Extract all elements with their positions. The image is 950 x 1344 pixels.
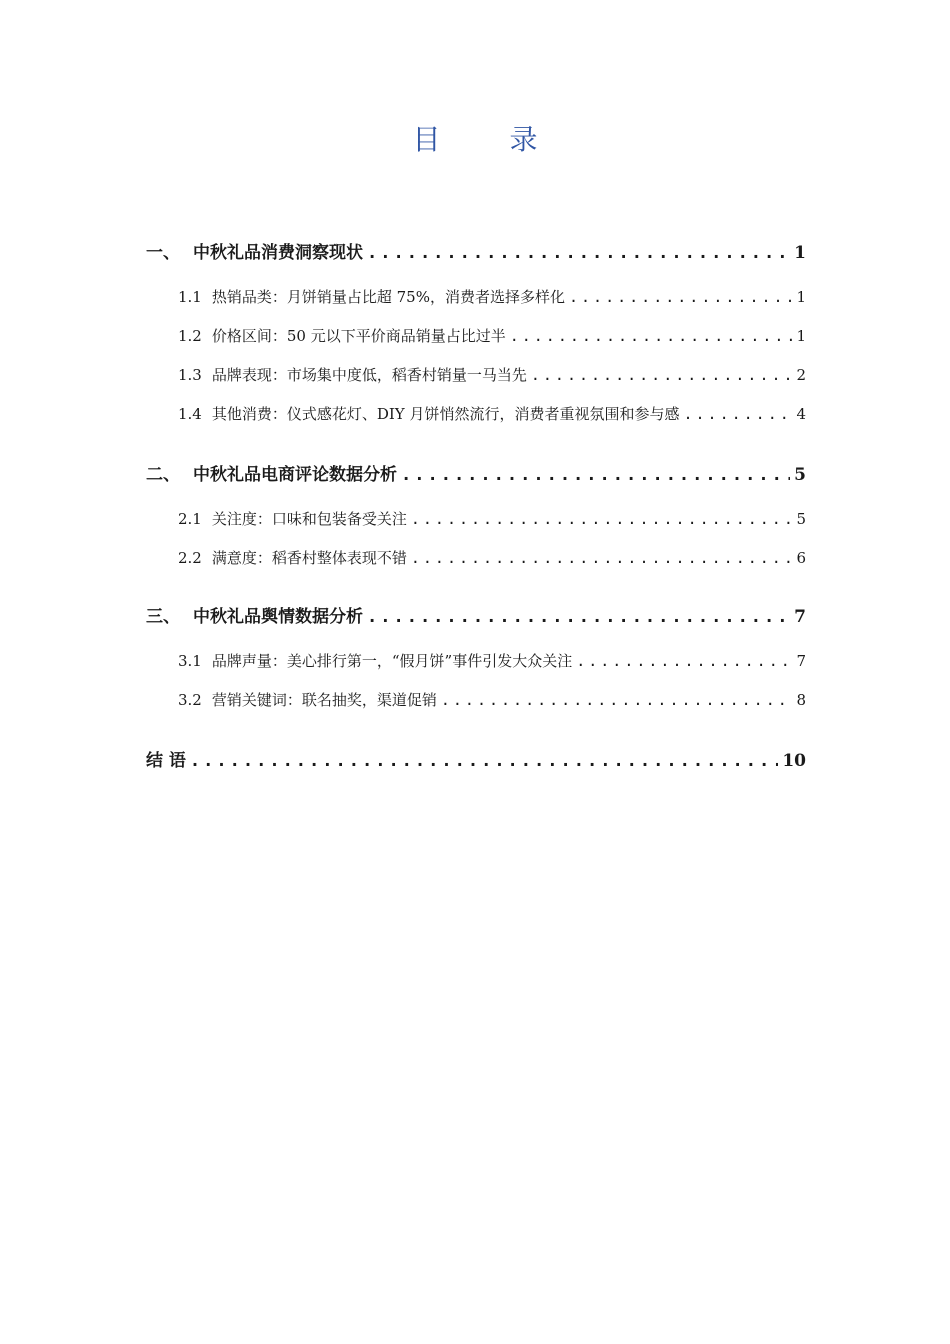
toc-leader-dots <box>531 366 793 384</box>
toc-entry-text: 品牌表现：市场集中度低，稻香村销量一马当先 <box>211 366 527 384</box>
toc-entry-3-2[interactable] <box>146 689 806 710</box>
toc-entry-chapter-3[interactable] <box>146 602 806 627</box>
toc-leader-dots <box>684 405 793 423</box>
toc-entry-2-2[interactable] <box>146 547 806 568</box>
toc-leader-dots <box>411 510 793 528</box>
toc-entry-number: 1.4 <box>178 405 202 423</box>
toc-leader-dots <box>441 691 793 709</box>
toc-entry-page: 6 <box>796 549 806 567</box>
toc-leader-dots <box>190 751 778 771</box>
toc-entry-number: 1.3 <box>178 366 202 384</box>
toc-entry-1-1[interactable] <box>146 286 806 307</box>
toc-entry-text: 结 语 <box>146 751 186 771</box>
page-title: 目 录 <box>412 123 568 156</box>
toc-entry-number: 三、 <box>146 607 180 627</box>
toc-leader-dots <box>367 243 790 263</box>
toc-entry-page: 8 <box>796 691 806 709</box>
toc-entry-text: 热销品类：月饼销量占比超 75%，消费者选择多样化 <box>211 288 565 306</box>
toc-entry-text: 中秋礼品消费洞察现状 <box>193 243 363 263</box>
toc-entry-page: 5 <box>794 465 806 485</box>
toc-entry-page: 2 <box>796 366 806 384</box>
toc-leader-dots <box>576 652 792 670</box>
toc-entry-text: 中秋礼品舆情数据分析 <box>193 607 363 627</box>
toc-leader-dots <box>569 288 792 306</box>
toc-entry-1-4[interactable] <box>146 403 806 424</box>
toc-entry-page: 10 <box>782 751 806 771</box>
toc-entry-3-1[interactable] <box>146 650 806 671</box>
toc-entry-page: 1 <box>794 243 806 263</box>
toc-entry-page: 5 <box>796 510 806 528</box>
toc-entry-number: 2.1 <box>178 510 202 528</box>
toc-entry-number: 3.1 <box>178 652 202 670</box>
toc-entry-page: 4 <box>796 405 806 423</box>
toc-entry-text: 其他消费：仪式感花灯、DIY 月饼悄然流行，消费者重视氛围和参与感 <box>211 405 680 423</box>
toc-entry-text: 中秋礼品电商评论数据分析 <box>193 465 397 485</box>
toc-entry-text: 价格区间：50 元以下平价商品销量占比过半 <box>211 327 506 345</box>
toc-entry-text: 营销关键词：联名抽奖，渠道促销 <box>211 691 437 709</box>
toc-entry-1-3[interactable] <box>146 364 806 385</box>
toc-entry-number: 3.2 <box>178 691 202 709</box>
toc-entry-number: 二、 <box>146 465 180 485</box>
toc-leader-dots <box>510 327 793 345</box>
toc-entry-conclusion[interactable] <box>146 746 806 771</box>
toc-entry-chapter-2[interactable] <box>146 460 806 485</box>
toc-entry-number: 一、 <box>146 243 180 263</box>
toc-entry-page: 7 <box>796 652 806 670</box>
toc-entry-page: 1 <box>796 288 806 306</box>
toc-entry-1-2[interactable] <box>146 325 806 346</box>
toc-leader-dots <box>367 607 790 627</box>
toc-entry-number: 1.2 <box>178 327 202 345</box>
toc-entry-2-1[interactable] <box>146 508 806 529</box>
toc-entry-text: 关注度：口味和包装备受关注 <box>211 510 407 528</box>
toc-entry-text: 满意度：稻香村整体表现不错 <box>211 549 407 567</box>
toc-entry-number: 2.2 <box>178 549 202 567</box>
toc-leader-dots <box>401 465 790 485</box>
toc-entry-chapter-1[interactable] <box>146 238 806 263</box>
toc-leader-dots <box>411 549 793 567</box>
toc-entry-page: 1 <box>796 327 806 345</box>
toc-entry-number: 1.1 <box>178 288 202 306</box>
toc-entry-text: 品牌声量：美心排行第一，“假月饼”事件引发大众关注 <box>211 652 573 670</box>
toc-entry-page: 7 <box>794 607 806 627</box>
